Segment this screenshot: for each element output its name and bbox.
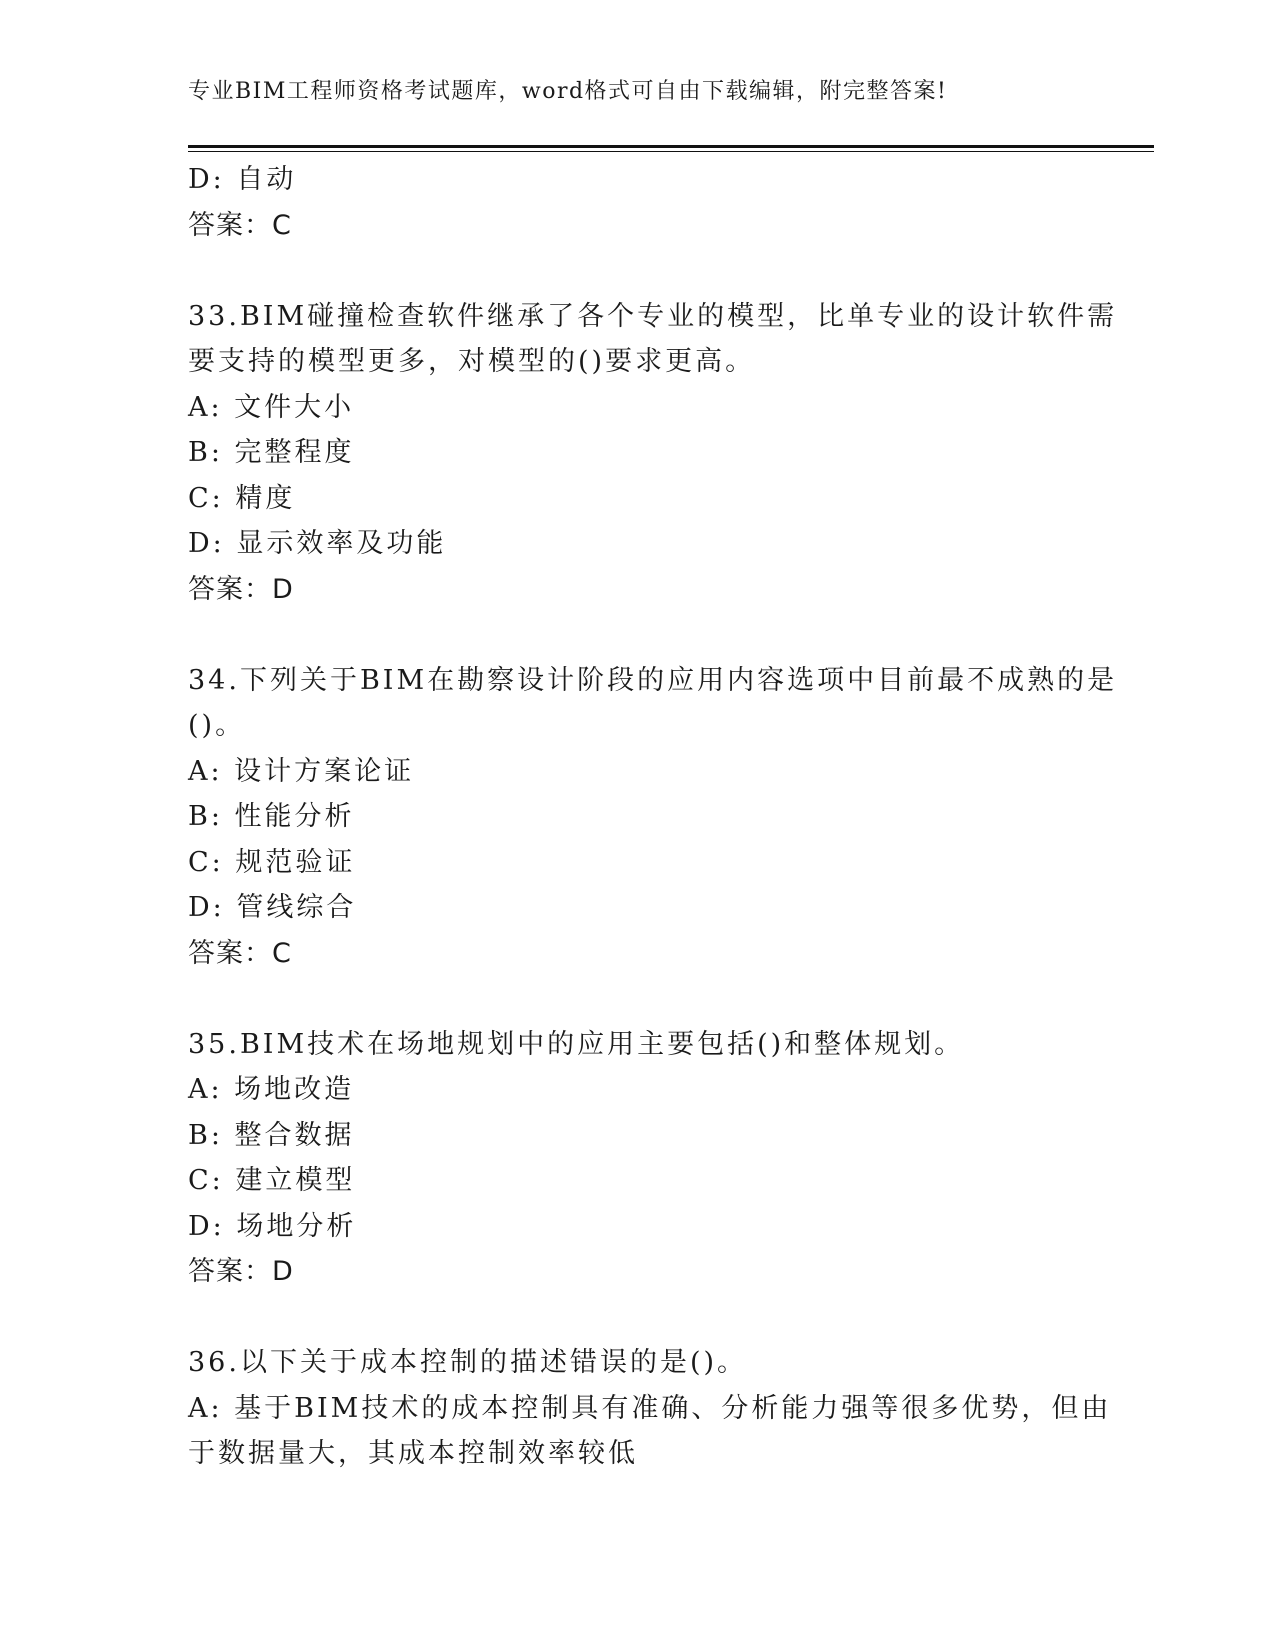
question-stem: 34.下列关于BIM在勘察设计阶段的应用内容选项中目前最不成熟的是	[188, 664, 1118, 696]
option-c: C: 规范验证	[188, 846, 356, 878]
option-c: C: 精度	[188, 482, 296, 514]
page-header: 专业BIM工程师资格考试题库，word格式可自由下载编辑，附完整答案!	[188, 79, 948, 104]
question-content	[188, 157, 1118, 1477]
option-d: D: 场地分析	[188, 1210, 357, 1242]
option-c: C: 建立模型	[188, 1165, 356, 1196]
option-b: B: 完整程度	[188, 437, 355, 468]
question-stem: ()。	[188, 710, 246, 741]
option-d: D: 自动	[188, 164, 297, 195]
option-d: D: 显示效率及功能	[188, 528, 447, 559]
question-stem: 35.BIM技术在场地规划中的应用主要包括()和整体规划。	[188, 1028, 965, 1060]
option-d: D: 管线综合	[188, 892, 357, 923]
question-36	[188, 1340, 1112, 1477]
option-a: A: 设计方案论证	[188, 755, 415, 787]
question-stem: 33.BIM碰撞检查软件继承了各个专业的模型，比单专业的设计软件需	[188, 300, 1118, 332]
question-stem: 36.以下关于成本控制的描述错误的是()。	[188, 1347, 748, 1378]
answer: 答案：C	[188, 209, 292, 241]
answer: 答案：C	[188, 937, 292, 969]
question-stem: 要支持的模型更多，对模型的()要求更高。	[188, 346, 756, 377]
question-33	[188, 294, 1118, 613]
option-a: A: 基于BIM技术的成本控制具有准确、分析能力强等很多优势，但由	[188, 1392, 1112, 1424]
option-a: A: 文件大小	[188, 391, 355, 423]
option-a-continued: 于数据量大，其成本控制效率较低	[188, 1438, 638, 1469]
option-b: B: 性能分析	[188, 801, 355, 832]
question-34	[188, 658, 1118, 977]
answer: 答案：D	[188, 573, 294, 605]
answer: 答案：D	[188, 1256, 294, 1287]
header-rule-thin	[188, 151, 1154, 152]
option-a: A: 场地改造	[188, 1074, 355, 1105]
question-35	[188, 1022, 1088, 1295]
header-rule-thick	[188, 145, 1154, 148]
option-b: B: 整合数据	[188, 1119, 355, 1151]
